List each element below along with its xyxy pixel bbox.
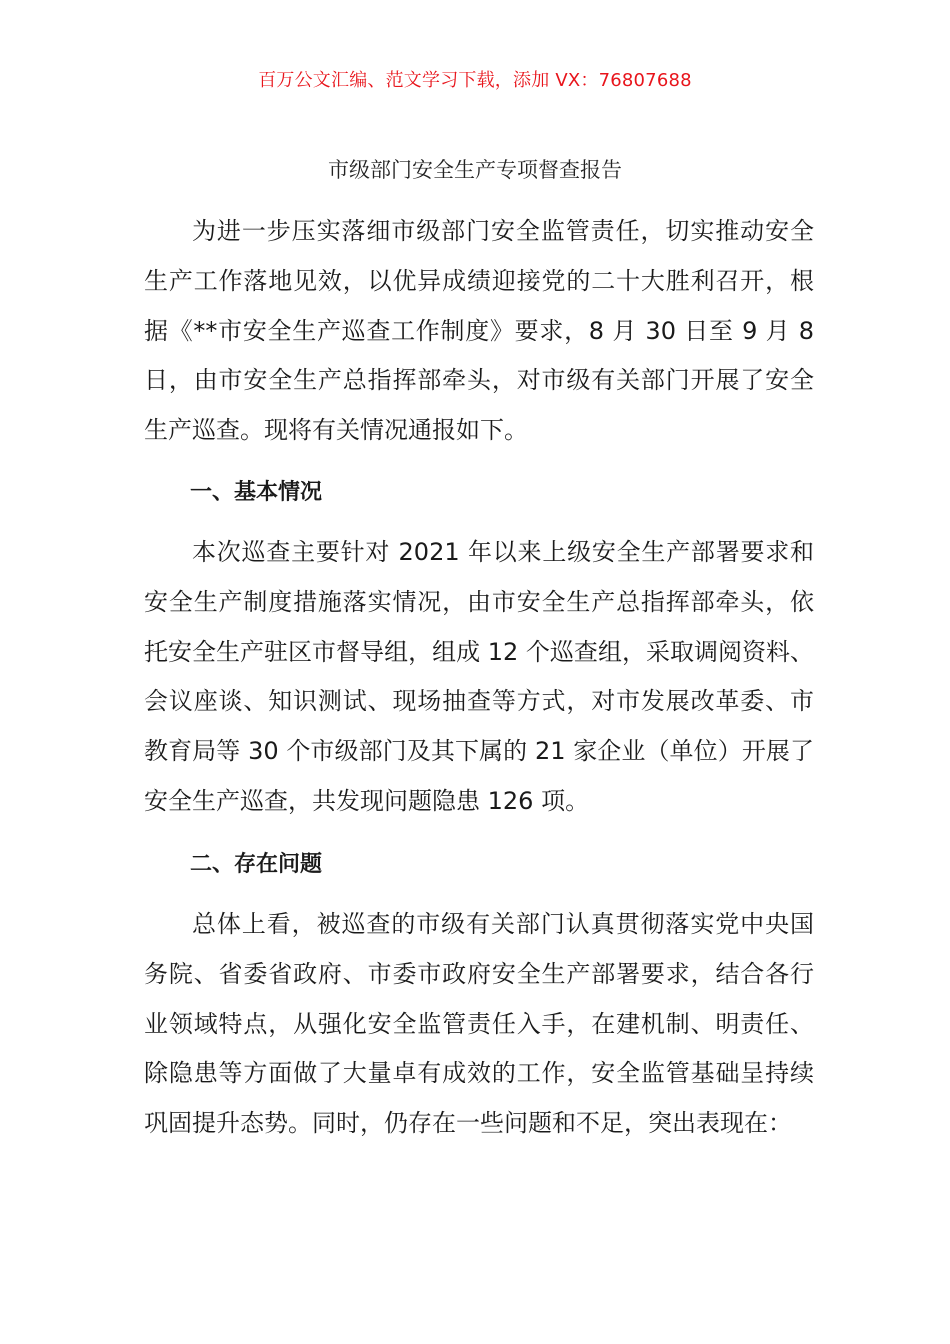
section-heading-block bbox=[144, 473, 814, 513]
section-heading-basic-situation: 一、基本情况 bbox=[190, 480, 323, 505]
section-paragraph-block bbox=[144, 900, 814, 1149]
intro-paragraph: 为进一步压实落细市级部门安全监管责任，切实推动安全生产工作落地见效，以优异成绩迎接党的二十大胜利召开，根据《**市安全生产巡查工作制度》要求，8 月 30 日至 9 月 8 日，由市安全生产总指挥部牵头，对市级有关部门开展了安全生产巡查。现将有关情况通报如下。 bbox=[144, 217, 814, 445]
section-heading-existing-problems: 二、存在问题 bbox=[190, 852, 323, 877]
section-heading-block bbox=[144, 845, 814, 885]
promo-banner: 百万公文汇编、范文学习下载，添加 VX：76807688 bbox=[258, 70, 692, 91]
section-paragraph-block bbox=[144, 528, 814, 827]
section-paragraph-existing-problems: 总体上看，被巡查的市级有关部门认真贯彻落实党中央国务院、省委省政府、市委市政府安全生产部署要求，结合各行业领域特点，从强化安全监管责任入手，在建机制、明责任、除隐患等方面做了大量卓有成效的工作，安全监管基础呈持续巩固提升态势。同时，仍存在一些问题和不足，突出表现在： bbox=[144, 910, 814, 1138]
intro-paragraph-block bbox=[144, 207, 814, 456]
section-paragraph-basic-situation: 本次巡查主要针对 2021 年以来上级安全生产部署要求和安全生产制度措施落实情况，由市安全生产总指挥部牵头，依托安全生产驻区市督导组，组成 12 个巡查组，采取调阅资料、会议座谈、知识测试、现场抽查等方式，对市发展改革委、市教育局等 30 个市级部门及其下属的 21 家企业（单位）开展了安全生产巡查，共发现问题隐患 126 项。 bbox=[144, 538, 814, 815]
document-title: 市级部门安全生产专项督查报告 bbox=[328, 158, 622, 182]
